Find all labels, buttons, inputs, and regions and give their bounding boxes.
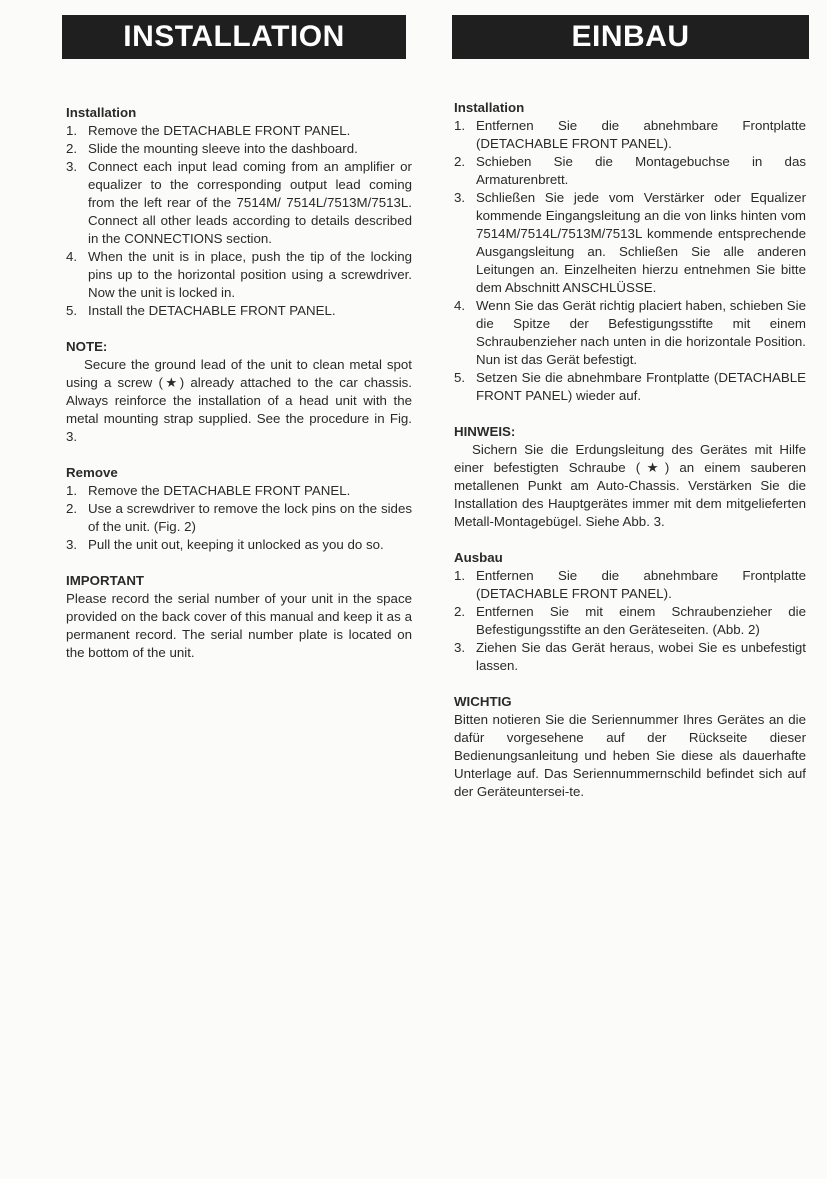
note-text: Secure the ground lead of the unit to clean metal spot using a screw (★) already attached to the car chassis. Always reinforce the installation of a head unit with the metal mounting strap supplied. See the procedure in Fig. 3. [66,357,412,444]
list-item: 2. Slide the mounting sleeve into the dashboard. [66,141,358,156]
list-item: 1. Remove the DETACHABLE FRONT PANEL. [66,483,351,498]
german-column [454,99,806,801]
hinweis-text: Sichern Sie die Erdungsleitung des Gerätes mit Hilfe einer befestigten Schraube (★) an einem sauberen metallenen Punkt am Auto-Chassis. Verstärken Sie die Installation des Hauptgerätes immer mit dem mitgelieferten Metall-Montagebügel. Siehe Abb. 3. [454,442,806,529]
list-item: 4. Wenn Sie das Gerät richtig placiert haben, schieben Sie die Spitze der Befestigungsstifte mit einem Schraubenzieher nach unten in die horizontale Position. Nun ist das Gerät befestigt. [454,298,806,367]
list-item: 1. Entfernen Sie die abnehmbare Frontplatte (DETACHABLE FRONT PANEL). [454,568,806,601]
installation-heading-de: Installation [454,100,525,115]
ausbau-heading: Ausbau [454,550,503,565]
list-item: 5. Setzen Sie die abnehmbare Frontplatte (DETACHABLE FRONT PANEL) wieder auf. [454,370,806,403]
installation-heading: Installation [66,105,137,120]
list-item: 3. Pull the unit out, keeping it unlocked as you do so. [66,537,384,552]
hinweis-heading: HINWEIS: [454,424,516,439]
list-item: 2. Use a screwdriver to remove the lock pins on the sides of the unit. (Fig. 2) [66,501,412,534]
list-item: 3. Connect each input lead coming from an amplifier or equalizer to the corresponding output lead coming from the left rear of the 7514M/ 7514L/7513M/7513L. Connect all other leads according to details described in the CONNECTIONS section. [66,159,412,246]
list-item: 2. Schieben Sie die Montagebuchse in das Armaturenbrett. [454,154,806,187]
list-item: 1. Entfernen Sie die abnehmbare Frontplatte (DETACHABLE FRONT PANEL). [454,118,806,151]
note-heading: NOTE: [66,339,108,354]
wichtig-heading: WICHTIG [454,694,512,709]
wichtig-text: Bitten notieren Sie die Seriennummer Ihres Gerätes an die dafür vorgesehene auf der Rückseite dieser Bedienungsanleitung und heben Sie diese als dauerhafte Unterlage auf. Das Seriennummernschild befindet sich auf der Geräteuntersei-te. [454,712,806,799]
list-item: 3. Schließen Sie jede vom Verstärker oder Equalizer kommende Eingangsleitung an die von links hinten vom 7514M/7514L/7513M/7513L kommende entsprechende Ausgangsleitung an. Schließen Sie alle anderen Leitungen an. Einzelheiten hierzu entnehmen Sie bitte dem Abschnitt ANSCHLÜSSE. [454,190,806,295]
banner-einbau: EINBAU [452,15,809,59]
english-column [66,104,412,662]
list-item: 4. When the unit is in place, push the tip of the locking pins up to the horizontal position using a screwdriver. Now the unit is locked in. [66,249,412,300]
installation-steps-de [454,117,806,405]
remove-heading: Remove [66,465,118,480]
banner-installation: INSTALLATION [62,15,406,59]
installation-steps [66,122,412,320]
important-heading: IMPORTANT [66,573,145,588]
remove-steps [66,482,412,554]
ausbau-steps [454,567,806,675]
list-item: 2. Entfernen Sie mit einem Schraubenzieher die Befestigungsstifte an den Geräteseiten. (Abb. 2) [454,604,806,637]
important-text: Please record the serial number of your unit in the space provided on the back cover of this manual and keep it as a permanent record. The serial number plate is located on the bottom of the unit. [66,591,412,660]
list-item: 5. Install the DETACHABLE FRONT PANEL. [66,303,336,318]
list-item: 3. Ziehen Sie das Gerät heraus, wobei Sie es unbefestigt lassen. [454,640,806,673]
list-item: 1. Remove the DETACHABLE FRONT PANEL. [66,123,351,138]
